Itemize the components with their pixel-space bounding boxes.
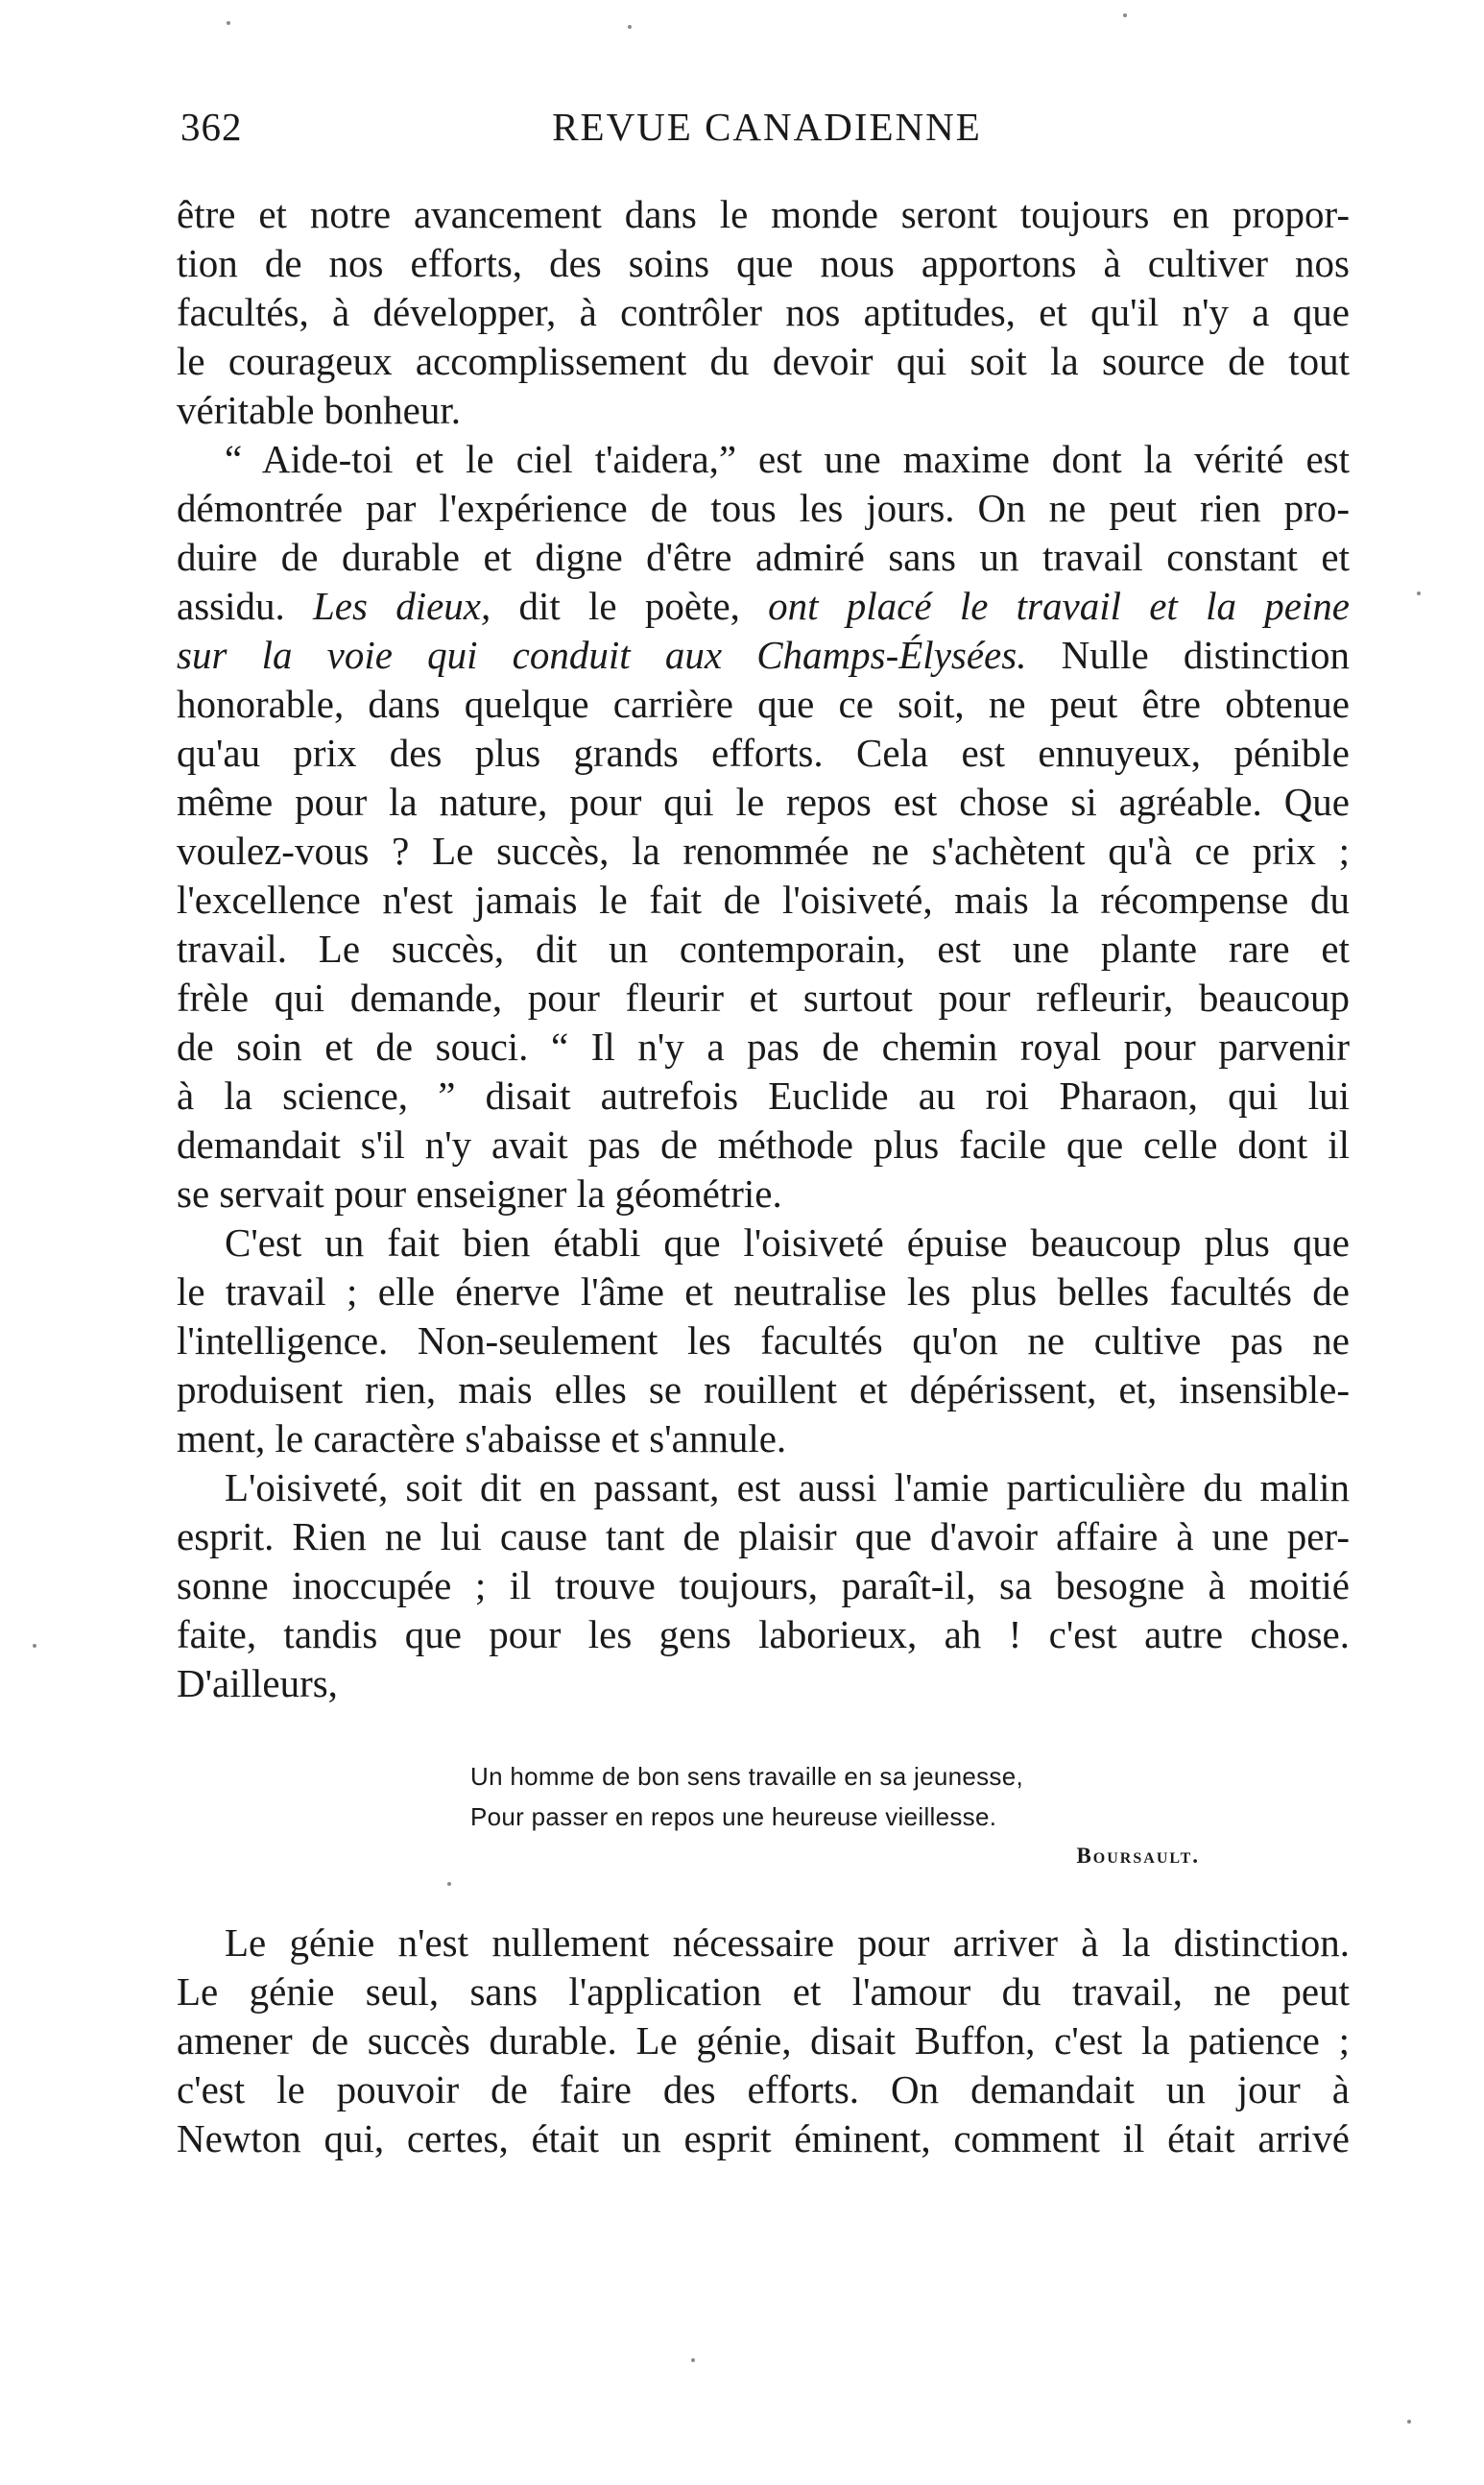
page-header: [180, 104, 1353, 161]
text-line: honorable, dans quelque carrière que ce soit, ne peut être obtenue: [177, 682, 1350, 726]
text-line: l'excellence n'est jamais le fait de l'oisiveté, mais la récompense du: [177, 878, 1350, 922]
text-line: duire de durable et digne d'être admiré sans un travail constant et: [177, 535, 1350, 579]
text-line: facultés, à développer, à contrôler nos aptitudes, et qu'il n'y a que: [177, 290, 1350, 334]
italic-run: sur la voie qui conduit aux Champs-Élysées.: [177, 633, 1027, 677]
text-line: demandait s'il n'y avait pas de méthode plus facile que celle dont il: [177, 1122, 1350, 1167]
text-line: Le génie n'est nullement nécessaire pour arriver à la distinction.: [225, 1920, 1350, 1965]
text-run: dit le poète,: [491, 584, 769, 628]
text-line: “ Aide-toi et le ciel t'aidera,” est une maxime dont la vérité est: [225, 437, 1350, 481]
text-line: L'oisiveté, soit dit en passant, est aussi l'amie particulière du malin: [225, 1465, 1350, 1509]
verse-line: Un homme de bon sens travaille en sa jeunesse,: [470, 1762, 1024, 1791]
text-line: ment, le caractère s'abaisse et s'annule.: [177, 1416, 787, 1460]
text-line: se servait pour enseigner la géométrie.: [177, 1171, 782, 1216]
text-line: D'ailleurs,: [177, 1661, 338, 1705]
scan-speck: [447, 1882, 451, 1886]
text-line: [177, 582, 1350, 630]
running-title: REVUE CANADIENNE: [552, 105, 982, 149]
verse-attribution: Boursault.: [1076, 1844, 1200, 1868]
text-run: assidu.: [177, 584, 313, 628]
text-line: voulez-vous ? Le succès, la renommée ne s'achètent qu'à ce prix ;: [177, 829, 1350, 873]
text-line: Le génie seul, sans l'application et l'amour du travail, ne peut: [177, 1969, 1350, 2014]
text-line: qu'au prix des plus grands efforts. Cela est ennuyeux, pénible: [177, 731, 1350, 775]
italic-run: Les dieux,: [313, 584, 491, 628]
scan-speck: [1417, 591, 1421, 595]
text-line: véritable bonheur.: [177, 388, 462, 432]
text-line: [177, 631, 1350, 679]
verse-line: Pour passer en repos une heureuse vieillesse.: [470, 1802, 997, 1831]
scan-speck: [1123, 13, 1127, 17]
text-line: le travail ; elle énerve l'âme et neutralise les plus belles facultés de: [177, 1269, 1350, 1314]
scan-speck: [628, 25, 632, 29]
scan-speck: [691, 2358, 695, 2362]
text-line: sonne inoccupée ; il trouve toujours, paraît-il, sa besogne à moitié: [177, 1563, 1350, 1607]
italic-run: ont placé le travail et la peine: [768, 584, 1350, 628]
text-run: Nulle distinction: [1026, 633, 1350, 677]
text-line: c'est le pouvoir de faire des efforts. On demandait un jour à: [177, 2067, 1350, 2111]
page-number: 362: [180, 105, 243, 149]
text-line: à la science, ” disait autrefois Euclide au roi Pharaon, qui lui: [177, 1074, 1350, 1118]
text-line: frèle qui demande, pour fleurir et surtout pour refleurir, beaucoup: [177, 976, 1350, 1020]
text-line: de soin et de souci. “ Il n'y a pas de chemin royal pour parvenir: [177, 1025, 1350, 1069]
text-line: faite, tandis que pour les gens laborieux, ah ! c'est autre chose.: [177, 1612, 1350, 1656]
scan-speck: [33, 1644, 36, 1648]
text-line: démontrée par l'expérience de tous les jours. On ne peut rien pro-: [177, 486, 1350, 530]
text-line: Newton qui, certes, était un esprit éminent, comment il était arrivé: [177, 2116, 1350, 2160]
text-line: être et notre avancement dans le monde seront toujours en propor-: [177, 192, 1350, 236]
text-line: C'est un fait bien établi que l'oisiveté épuise beaucoup plus que: [225, 1220, 1350, 1265]
text-line: l'intelligence. Non-seulement les facultés qu'on ne cultive pas ne: [177, 1318, 1350, 1363]
scan-speck: [227, 21, 230, 25]
text-line: amener de succès durable. Le génie, disait Buffon, c'est la patience ;: [177, 2018, 1350, 2063]
text-line: esprit. Rien ne lui cause tant de plaisir que d'avoir affaire à une per-: [177, 1514, 1350, 1558]
scan-speck: [1407, 2420, 1411, 2424]
text-line: même pour la nature, pour qui le repos est chose si agréable. Que: [177, 780, 1350, 824]
text-line: le courageux accomplissement du devoir qui soit la source de tout: [177, 339, 1350, 383]
text-line: produisent rien, mais elles se rouillent et dépérissent, et, insensible-: [177, 1367, 1350, 1411]
text-line: tion de nos efforts, des soins que nous apportons à cultiver nos: [177, 241, 1350, 285]
text-line: travail. Le succès, dit un contemporain, est une plante rare et: [177, 927, 1350, 971]
